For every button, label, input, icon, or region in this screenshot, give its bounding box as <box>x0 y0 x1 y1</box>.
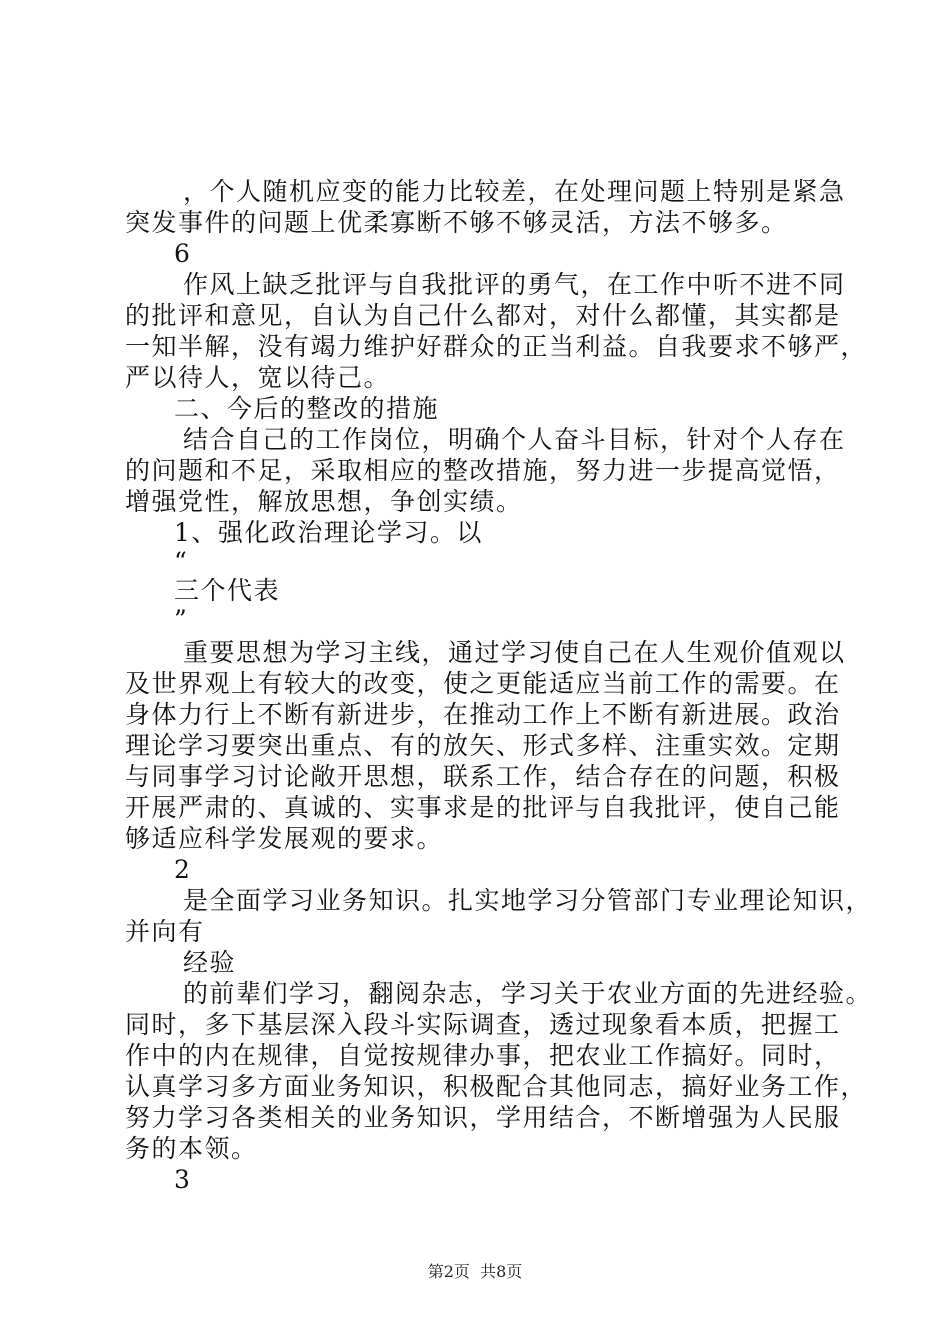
text-line: 3 <box>174 1165 192 1194</box>
text-line: 开展严肃的、真诚的、实事求是的批评与自我批评，使自己能 <box>125 793 841 822</box>
quote-mark-open: “ <box>174 547 189 576</box>
text-line: 结合自己的工作岗位，明确个人奋斗目标，针对个人存在 <box>183 425 846 454</box>
text-line: 经验 <box>183 948 237 977</box>
text-line: 是全面学习业务知识。扎实地学习分管部门专业理论知识， <box>183 886 873 915</box>
text-line: 务的本领。 <box>125 1134 258 1163</box>
text-line: 2 <box>174 855 192 884</box>
footer-separator <box>470 1262 480 1281</box>
text-line: 严以待人，宽以待己。 <box>125 363 391 392</box>
text-line: 的前辈们学习，翻阅杂志，学习关于农业方面的先进经验。 <box>183 979 873 1008</box>
text-line: 认真学习多方面业务知识，积极配合其他同志，搞好业务工作， <box>125 1072 868 1101</box>
text-line: 够适应科学发展观的要求。 <box>125 824 444 853</box>
text-line: 一知半解，没有竭力维护好群众的正当利益。自我要求不够严， <box>125 332 868 361</box>
text-line: 同时，多下基层深入段斗实际调查，透过现象看本质，把握工 <box>125 1010 841 1039</box>
page-number: 第2页 <box>427 1262 470 1281</box>
text-line: 的批评和意见，自认为自己什么都对，对什么都懂，其实都是 <box>125 301 841 330</box>
text-line: 1、强化政治理论学习。以 <box>174 518 483 547</box>
section-heading: 二、今后的整改的措施 <box>174 394 440 423</box>
page-total: 共8页 <box>480 1262 523 1281</box>
text-line: 突发事件的问题上优柔寡断不够不够灵活，方法不够多。 <box>125 208 788 237</box>
text-line: 与同事学习讨论敞开思想，联系工作，结合存在的问题，积极 <box>125 762 841 791</box>
text-line: 理论学习要突出重点、有的放矢、形式多样、注重实效。定期 <box>125 731 841 760</box>
page-footer <box>0 1262 950 1282</box>
text-line: 身体力行上不断有新进步，在推动工作上不断有新进展。政治 <box>125 700 841 729</box>
text-line: 并向有 <box>125 917 205 946</box>
text-line: 6 <box>174 239 192 268</box>
text-line: 增强党性，解放思想，争创实绩。 <box>125 487 523 516</box>
text-line: 努力学习各类相关的业务知识，学用结合，不断增强为人民服 <box>125 1103 841 1132</box>
text-line: 三个代表 <box>174 576 281 605</box>
text-line: 重要思想为学习主线，通过学习使自己在人生观价值观以 <box>183 638 846 667</box>
quote-mark-close: ” <box>174 605 189 634</box>
text-line: ，个人随机应变的能力比较差，在处理问题上特别是紧急 <box>183 177 846 206</box>
text-line: 作中的内在规律，自觉按规律办事，把农业工作搞好。同时， <box>125 1041 841 1070</box>
text-line: 作风上缺乏批评与自我批评的勇气，在工作中听不进不同 <box>183 270 846 299</box>
text-line: 的问题和不足，采取相应的整改措施，努力进一步提高觉悟， <box>125 456 841 485</box>
text-line: 及世界观上有较大的改变，使之更能适应当前工作的需要。在 <box>125 669 841 698</box>
